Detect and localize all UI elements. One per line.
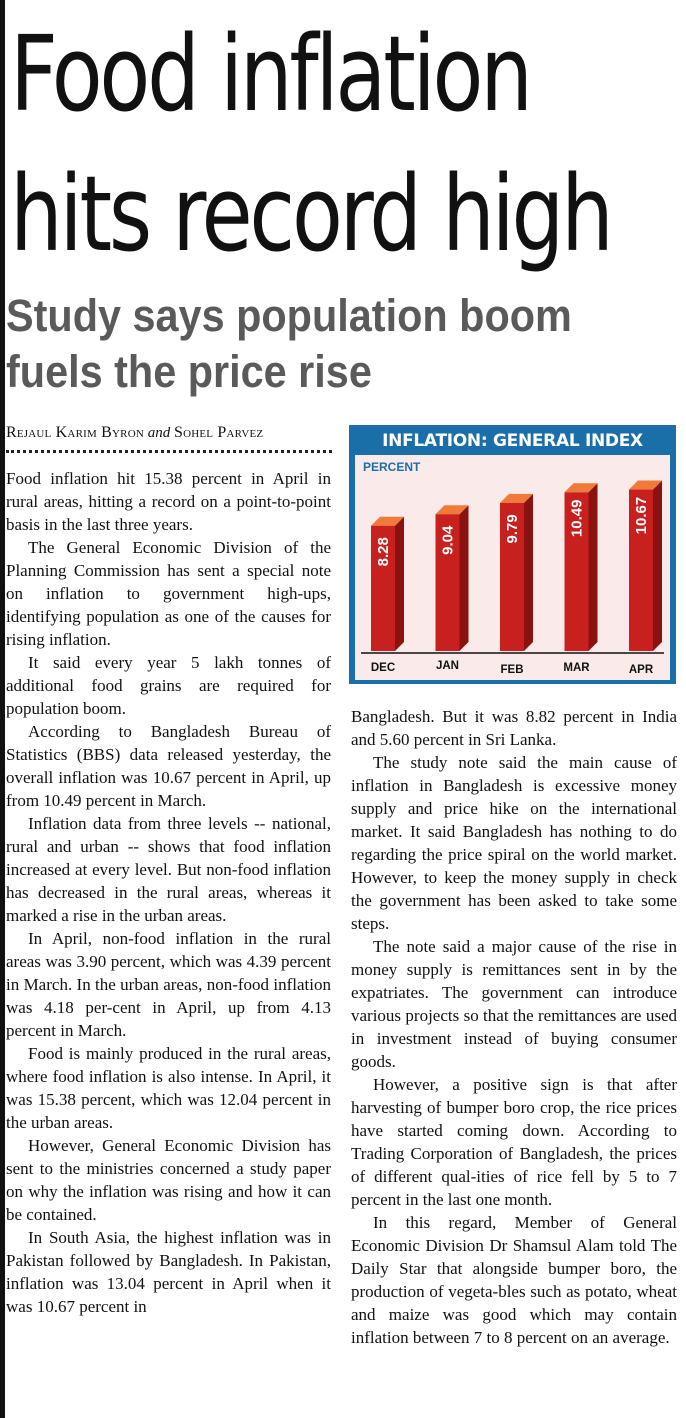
chart-bar xyxy=(436,505,469,651)
chart-bar-side xyxy=(589,483,598,651)
chart-y-label: PERCENT xyxy=(363,460,421,474)
chart-bar xyxy=(500,494,533,651)
paragraph: Bangladesh. But it was 8.82 percent in India and 5.60 percent in Sri Lanka. xyxy=(351,707,677,749)
subheadline-line-1: Study says population boom xyxy=(6,290,572,341)
chart-x-tick-label: FEB xyxy=(500,664,524,676)
chart-data-label: 9.79 xyxy=(504,514,521,544)
chart-bar xyxy=(565,483,598,651)
headline-line-2: hits record high xyxy=(10,153,611,275)
paragraph: Food inflation hit 15.38 percent in April in rural areas, hitting a record on a point-to-point basis in the last three years. xyxy=(6,469,331,534)
paragraph: It said every year 5 lakh tonnes of additional food grains are required for population boom. xyxy=(6,653,331,718)
paragraph: However, General Economic Division has sent to the ministries concerned a study paper on why the inflation was rising and how it can be contained. xyxy=(6,1136,331,1224)
left-edge-rule xyxy=(0,0,5,1418)
chart-bar xyxy=(371,517,404,651)
byline xyxy=(6,424,332,442)
chart-data-label: 8.28 xyxy=(375,537,392,567)
paragraph: According to Bangladesh Bureau of Statistics (BBS) data released yesterday, the overall inflation was 10.67 percent in April, up from 10.49 percent in March. xyxy=(6,722,331,810)
inflation-chart xyxy=(349,425,676,684)
article-column-2 xyxy=(351,705,677,1349)
headline xyxy=(10,4,611,284)
chart-bar xyxy=(629,481,662,651)
paragraph: The note said a major cause of the rise in money supply is remittances sent in by the expatriates. The government can introduce various projects so that the remittances are used in investment instead of buying consumer goods. xyxy=(351,937,677,1071)
chart-bar-side xyxy=(653,481,662,651)
chart-bar-side xyxy=(395,517,404,651)
chart-bar-side xyxy=(524,494,533,651)
chart-data-label: 10.49 xyxy=(568,499,586,538)
headline-line-1: Food inflation xyxy=(10,13,530,135)
author-1: Rejaul Karim Byron xyxy=(6,424,144,441)
paragraph: However, a positive sign is that after harvesting of bumper boro crop, the rice prices have started coming down. According to Trading Corporation of Bangladesh, the prices of different qual-ities of rice fell by 5 to 7 percent in the last one month. xyxy=(351,1075,677,1209)
article-column-1 xyxy=(6,467,331,1318)
byline-divider xyxy=(6,450,332,453)
paragraph: In this regard, Member of General Economic Division Dr Shamsul Alam told The Daily Star that alongside bumper boro, the production of vegeta-bles such as potato, wheat and maize was good which may contain inflation between 7 to 8 percent on an average. xyxy=(351,1213,677,1347)
chart-x-tick-label: APR xyxy=(628,664,654,676)
chart-x-tick-label: JAN xyxy=(435,660,460,672)
chart-data-label: 10.67 xyxy=(633,496,650,535)
paragraph: Food is mainly produced in the rural areas, where food inflation is also intense. In April, it was 15.38 percent, which was 12.04 percent in the urban areas. xyxy=(6,1044,331,1132)
author-2: Sohel Parvez xyxy=(174,424,264,441)
paragraph: The General Economic Division of the Planning Commission has sent a special note on inflation to government high-ups, identifying population as one of the causes for rising inflation. xyxy=(6,538,331,649)
chart-data-label: 9.04 xyxy=(439,525,457,555)
paragraph: Inflation data from three levels -- national, rural and urban -- shows that food inflation increased at every level. But non-food inflation has decreased in the rural areas, whereas it marked a rise in the urban areas. xyxy=(6,814,331,925)
chart-svg xyxy=(355,455,670,680)
chart-title: INFLATION: GENERAL INDEX xyxy=(382,431,643,451)
chart-bar-side xyxy=(460,505,469,651)
subheadline xyxy=(6,288,572,400)
paragraph: The study note said the main cause of inflation in Bangladesh is excessive money supply and price hike on the international market. It said Bangladesh has nothing to do regarding the price spiral on the world market. However, to keep the money supply in check the government has been asked to take some steps. xyxy=(351,753,677,933)
paragraph: In April, non-food inflation in the rural areas was 3.90 percent, which was 4.39 percent in March. In the urban areas, non-food inflation was 4.18 per-cent in April, up from 4.13 percent in March. xyxy=(6,929,331,1040)
chart-x-tick-label: MAR xyxy=(563,662,590,674)
chart-x-tick-label: DEC xyxy=(370,662,396,674)
paragraph: In South Asia, the highest inflation was in Pakistan followed by Bangladesh. In Pakistan, inflation was 13.04 percent in April when it was 10.67 percent in xyxy=(6,1228,331,1316)
chart-plot-area xyxy=(355,455,670,680)
subheadline-line-2: fuels the price rise xyxy=(6,346,372,397)
byline-joiner: and xyxy=(147,425,171,441)
